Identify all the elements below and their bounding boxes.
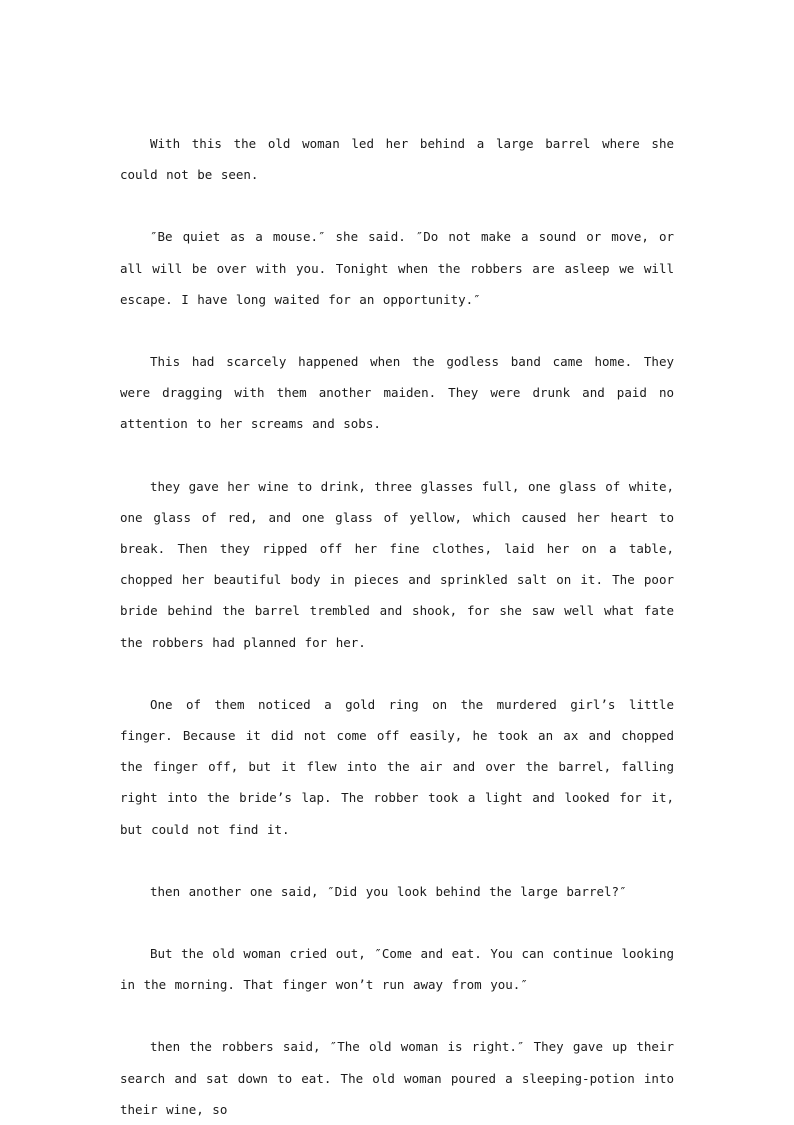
paragraph-3: This had scarcely happened when the godless band came home. They were dragging with them another maiden. They were drunk and paid no attention to her screams and sobs. bbox=[120, 354, 674, 432]
paragraph-6: then another one said, ″Did you look behind the large barrel?″ bbox=[150, 883, 627, 899]
paragraph-4: they gave her wine to drink, three glasses full, one glass of white, one glass of red, and one glass of yellow, which caused her heart to break. Then they ripped off her fine clothes, laid her on a table, chopped her beautiful body in pieces and sprinkled salt on it. The poor bride behind the barrel trembled and shook, for she saw well what fate the robbers had planned for her. bbox=[120, 478, 674, 650]
document-page bbox=[120, 128, 674, 1125]
paragraph-7: But the old woman cried out, ″Come and eat. You can continue looking in the morning. That finger won’t run away from you.″ bbox=[120, 946, 674, 993]
paragraph-1: With this the old woman led her behind a large barrel where she could not be seen. bbox=[120, 136, 674, 183]
paragraph-2: ″Be quiet as a mouse.″ she said. ″Do not make a sound or move, or all will be over with you. Tonight when the robbers are asleep we will escape. I have long waited for an opportunity.″ bbox=[120, 229, 674, 307]
paragraph-8: then the robbers said, ″The old woman is right.″ They gave up their search and sat down to eat. The old woman poured a sleeping-potion into their wine, so bbox=[120, 1039, 674, 1117]
paragraph-5: One of them noticed a gold ring on the murdered girl’s little finger. Because it did not come off easily, he took an ax and chopped the finger off, but it flew into the air and over the barrel, falling right into the bride’s lap. The robber took a light and looked for it, but could not find it. bbox=[120, 696, 674, 837]
